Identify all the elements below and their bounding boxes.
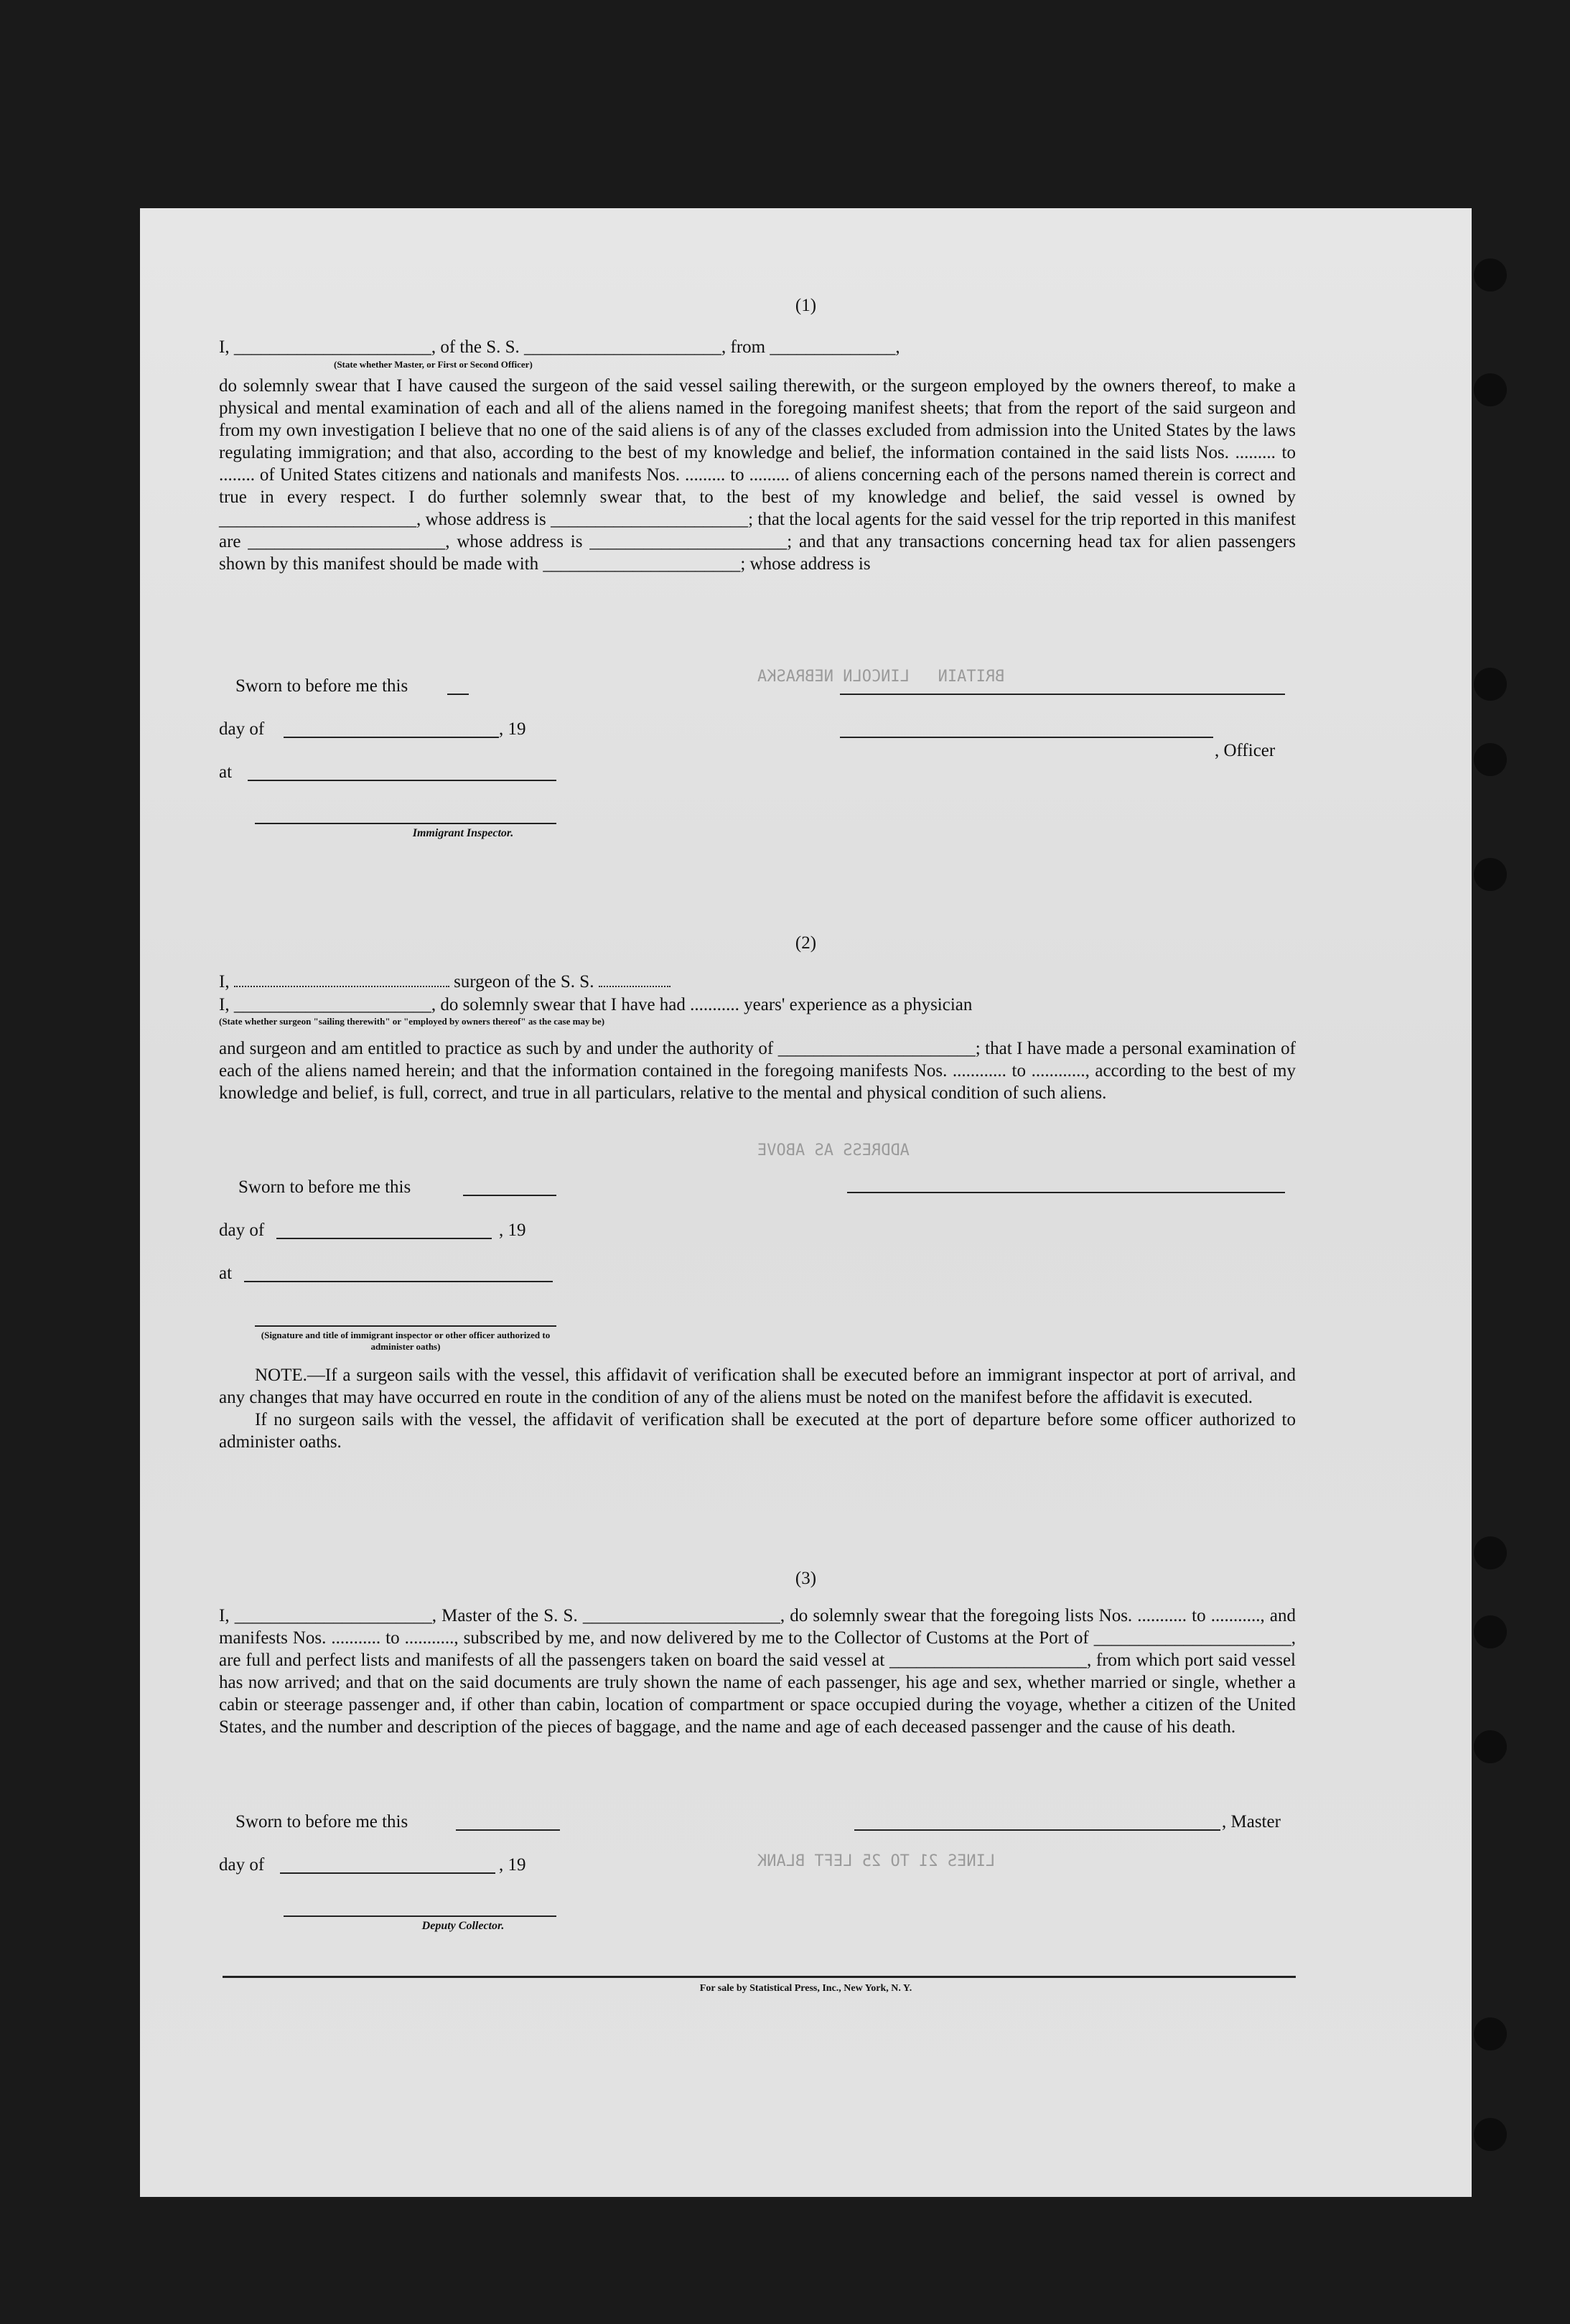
binder-hole <box>1474 2118 1507 2151</box>
blank-line <box>244 1281 553 1282</box>
section1-opening: I, ______________________, of the S. S. ______________________, from ______________, <box>219 337 900 357</box>
binder-hole <box>1474 373 1507 406</box>
section2-opening-line2: I, ______________________, do solemnly swear that I have had ........... years' experience as a physician <box>219 995 973 1014</box>
bleed-through-text: LINES 21 TO 25 LEFT BLANK <box>757 1852 996 1870</box>
day-of-label: day of <box>219 719 265 739</box>
blank-line <box>280 1872 495 1874</box>
binder-hole <box>1474 1536 1507 1569</box>
blank-line <box>284 737 499 738</box>
manifest-back-page <box>140 208 1472 2197</box>
blank-line <box>248 780 556 781</box>
section3-paragraph: I, ______________________, Master of the S. S. ______________________, do solemnly swear that the foregoing lists Nos. ........... to ..........., and manifests Nos. ........... to ..........., subscribed by me, and now delivered by me to the Collector of Customs at the Port of ______________________, are full and perfect lists and manifests of all the passengers taken on board the said vessel at ______________________, from which port said vessel has now arrived; and that on the said documents are truly shown the name of each passenger, his age and sex, whether married or single, whether a cabin or steerage passenger and, if other than cabin, location of compartment or space occupied during the voyage, whether a citizen of the United States, and the number and description of the pieces of baggage, and the name and age of each deceased passenger and the cause of his death. <box>219 1606 1296 1737</box>
section3-body <box>219 1605 1296 1738</box>
section-number: (2) <box>795 933 817 953</box>
bleed-through-text: ADDRESS AS ABOVE <box>757 1142 910 1159</box>
binder-hole <box>1474 668 1507 701</box>
day-of-label: day of <box>219 1855 265 1875</box>
deputy-collector-label: Deputy Collector. <box>421 1920 505 1932</box>
section2-body <box>219 1037 1296 1104</box>
sworn-label: Sworn to before me this <box>235 676 408 696</box>
year-label: , 19 <box>499 719 526 739</box>
blank-line <box>456 1829 560 1831</box>
signature-line <box>840 737 1213 738</box>
binder-hole <box>1474 2017 1507 2050</box>
printer-imprint: For sale by Statistical Press, Inc., New York, N. Y. <box>699 1983 912 1994</box>
section1-oath-header <box>219 336 1296 358</box>
signature-line <box>854 1829 1220 1831</box>
signature-line <box>284 1915 556 1917</box>
section2-surgeon-label: surgeon of the S. S. <box>454 972 594 991</box>
section2-note: (State whether surgeon "sailing therewith" or "employed by owners thereof" as the case may be) <box>219 1016 605 1027</box>
binder-hole <box>1474 743 1507 776</box>
section-number: (1) <box>795 296 817 315</box>
year-label: , 19 <box>499 1221 526 1240</box>
signature-line <box>847 1192 1285 1193</box>
section2-opening <box>219 971 1296 993</box>
section2-signature-note: (Signature and title of immigrant inspector or other officer authorized to administer oaths) <box>261 1330 551 1352</box>
note-paragraph-1: NOTE.—If a surgeon sails with the vessel, this affidavit of verification shall be executed before an immigrant inspector at port of arrival, and any changes that may have occurred en route in the condition of any of the aliens must be noted on the manifest before the affidavit is executed. <box>219 1366 1296 1407</box>
signature-line <box>255 823 556 824</box>
signature-line <box>840 694 1285 695</box>
at-label: at <box>219 1264 233 1283</box>
bleed-through-text: BRITAIN LINCOLN NEBRASKA <box>757 668 1005 686</box>
year-label: , 19 <box>499 1855 526 1875</box>
at-label: at <box>219 762 233 782</box>
immigrant-inspector-label: Immigrant Inspector. <box>412 827 514 839</box>
binder-hole <box>1474 1615 1507 1648</box>
footer-rule <box>223 1976 1296 1978</box>
master-label: , Master <box>1222 1812 1281 1831</box>
binder-hole <box>1474 258 1507 291</box>
blank-line <box>463 1195 556 1196</box>
section1-paragraph: do solemnly swear that I have caused the surgeon of the said vessel sailing therewith, or the surgeon employed by the owners thereof, to make a physical and mental examination of each and all of the aliens named in the foregoing manifest sheets; that from the report of the said surgeon and from my own investigation I believe that no one of the said aliens is of any of the classes excluded from admission into the United States by the laws regulating immigration; and that also, according to the best of my knowledge and belief, the information contained in the said lists Nos. ......... to ........ of United States citizens and nationals and manifests Nos. ......... to ......... of aliens concerning each of the persons named therein is correct and true in every respect. I do further solemnly swear that, to the best of my knowledge and belief, the said vessel is owned by ______________________, whose address is ______________________; that the local agents for the said vessel for the trip reported in this manifest are ______________________, whose address is ______________________; and that any transactions concerning head tax for alien passengers shown by this manifest should be made with ______________________; whose address is <box>219 376 1296 574</box>
section-number: (3) <box>795 1569 817 1588</box>
blank-line <box>276 1238 492 1239</box>
sworn-label: Sworn to before me this <box>235 1812 408 1831</box>
section1-note: (State whether Master, or First or Second Officer) <box>334 359 533 370</box>
note-paragraph-2: If no surgeon sails with the vessel, the affidavit of verification shall be executed at the port of departure before some officer authorized to administer oaths. <box>219 1410 1296 1452</box>
blank-line <box>447 694 469 695</box>
note-block <box>219 1364 1296 1453</box>
section2-paragraph: and surgeon and am entitled to practice as such by and under the authority of ______________________; that I have made a personal examination of each of the aliens named herein; and that the information contained in the foregoing manifests Nos. ............ to ............, according to the best of my knowledge and belief, is full, correct, and true in all particulars, relative to the mental and physical condition of such aliens. <box>219 1039 1296 1103</box>
binder-hole <box>1474 858 1507 891</box>
section1-body <box>219 375 1296 575</box>
signature-line <box>255 1325 556 1327</box>
binder-hole <box>1474 1730 1507 1763</box>
officer-label: , Officer <box>1215 741 1276 760</box>
day-of-label: day of <box>219 1221 265 1240</box>
sworn-label: Sworn to before me this <box>238 1177 411 1197</box>
section2-i-label: I, <box>219 972 230 991</box>
